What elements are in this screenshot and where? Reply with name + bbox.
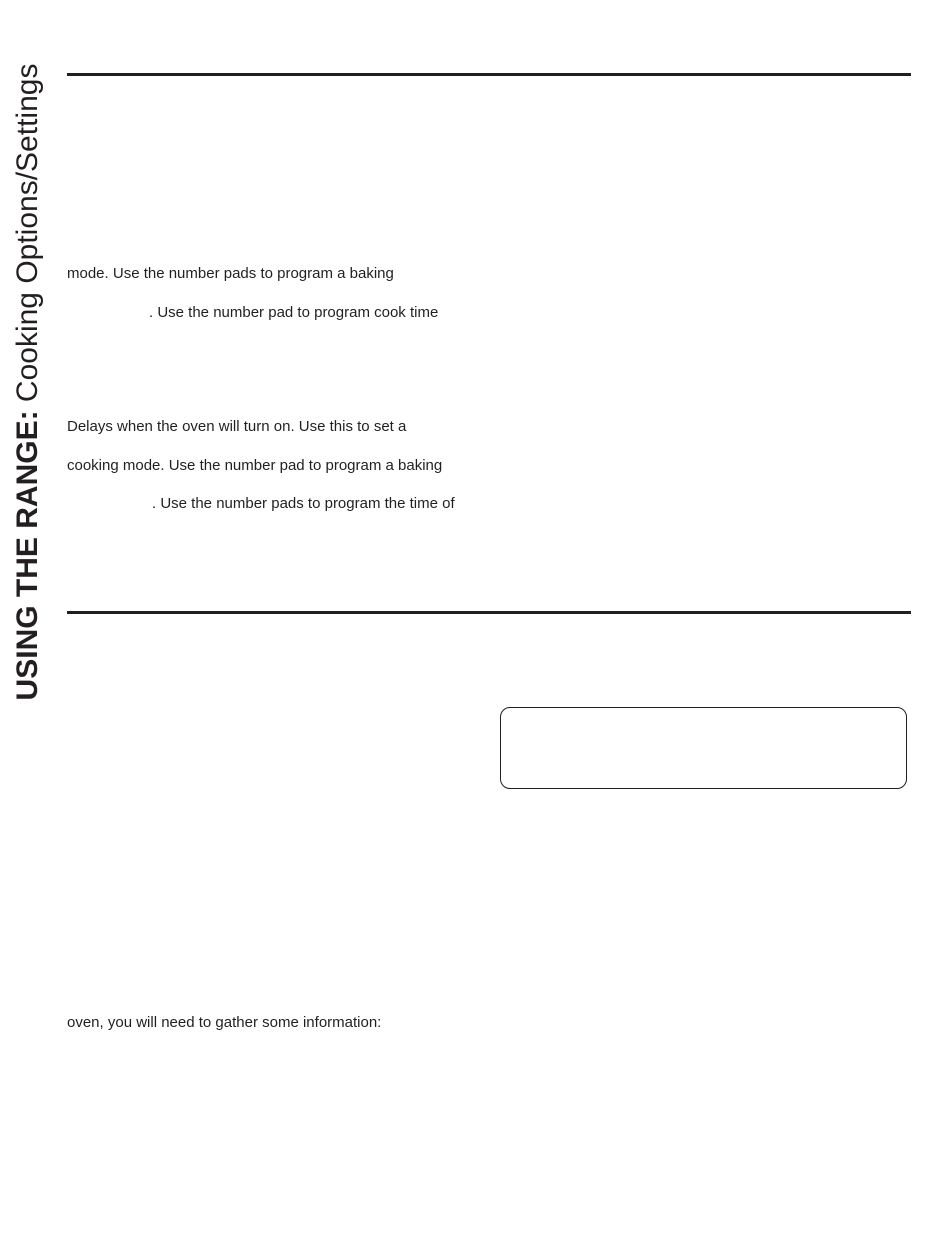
text-line-6: oven, you will need to gather some information: bbox=[67, 1014, 382, 1031]
text-line-5: . Use the number pads to program the time of bbox=[152, 495, 455, 512]
section-title-bold: USING THE RANGE: bbox=[11, 410, 44, 701]
text-line-2: . Use the number pad to program cook time bbox=[149, 304, 439, 321]
middle-divider bbox=[67, 611, 911, 614]
text-line-1: mode. Use the number pads to program a baking bbox=[67, 265, 394, 282]
section-title bbox=[13, 64, 43, 701]
note-box bbox=[500, 707, 907, 789]
text-line-3: Delays when the oven will turn on. Use this to set a bbox=[67, 418, 407, 435]
top-divider bbox=[67, 73, 911, 76]
section-title-light: Cooking Options/Settings bbox=[11, 63, 44, 403]
text-line-4: cooking mode. Use the number pad to program a baking bbox=[67, 457, 443, 474]
